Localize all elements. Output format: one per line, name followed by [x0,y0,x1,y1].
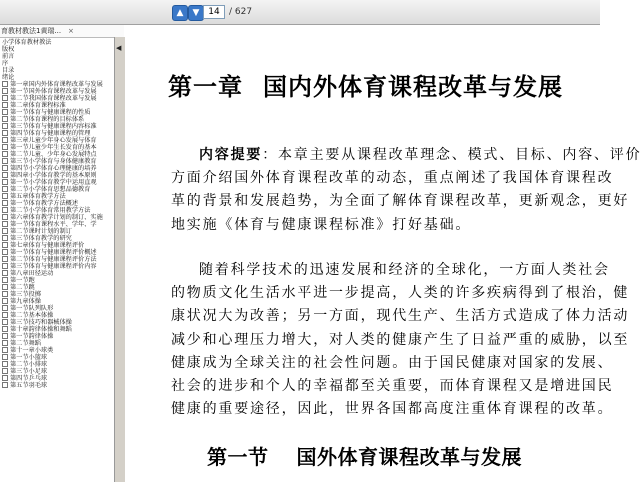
summary-line: 地实施《体育与健康课程标准》打好基础。 [171,216,472,233]
bookmark-label: 第四节乒乓球 [10,375,48,382]
expand-box-icon[interactable] [2,284,8,290]
bookmark-label: 第八章田径运动 [10,270,54,277]
section-label: 第一节 [207,445,269,469]
bookmark-item[interactable] [2,123,114,130]
expand-box-icon[interactable] [2,207,8,213]
bookmark-label: 第一节韵律体操 [10,333,54,340]
bookmark-item[interactable] [2,109,114,116]
section-heading [207,441,522,470]
expand-box-icon[interactable] [2,193,8,199]
bookmark-item[interactable] [2,39,114,46]
expand-box-icon[interactable] [2,305,8,311]
bookmark-label: 第三节小学体育与身体健康教育 [10,158,97,165]
bookmark-label: 第二节小学体育思想品德教育 [10,186,91,193]
bookmark-item[interactable] [2,235,114,242]
bookmark-item[interactable] [2,382,114,389]
bookmark-item[interactable] [2,74,114,81]
expand-box-icon[interactable] [2,123,8,129]
expand-box-icon[interactable] [2,200,8,206]
expand-box-icon[interactable] [2,228,8,234]
bookmark-label: 第五节羽毛球 [10,382,48,389]
bookmark-item[interactable] [2,186,114,193]
bookmark-item[interactable] [2,151,114,158]
bookmark-item[interactable] [2,256,114,263]
expand-box-icon[interactable] [2,263,8,269]
bookmark-label: 第二节体育与健康课程评价方法 [10,256,97,263]
bookmark-label: 第九章体操 [10,298,41,305]
expand-box-icon[interactable] [2,333,8,339]
bookmark-item[interactable] [2,67,114,74]
document-page [125,37,641,482]
bookmark-item[interactable] [2,81,114,88]
expand-box-icon[interactable] [2,354,8,360]
bookmark-item[interactable] [2,46,114,53]
chapter-title: 国内外体育课程改革与发展 [263,72,563,101]
bookmark-item[interactable] [2,249,114,256]
bookmark-label: 第一节国外体育课程改革与发展 [10,88,97,95]
bookmark-item[interactable] [2,53,114,60]
bookmark-item[interactable] [2,347,114,354]
bookmark-label: 小学体育教材教法 [2,39,52,46]
chapter-heading [168,67,563,102]
expand-box-icon[interactable] [2,326,8,332]
arrow-down-icon[interactable]: ▼ [188,5,204,21]
body-line: 健康的重要途径，因此，世界各国都高度注重体育课程的改革。 [171,401,614,418]
bookmark-item[interactable] [2,312,114,319]
bookmark-label: 第七章体育与健康课程评价 [10,242,85,249]
bookmark-item[interactable] [2,368,114,375]
expand-box-icon[interactable] [2,249,8,255]
bookmark-label: 第二节跳 [10,284,35,291]
summary-line: 方面介绍国外体育课程改革的动态，重点阐述了我国体育课程改 [171,170,614,187]
bookmark-label: 第一节体育与健康课程的性质 [10,109,91,116]
arrow-up-icon[interactable]: ▲ [172,5,188,21]
bookmark-label: 第一节体育教学方法概述 [10,200,79,207]
bookmark-label: 第一章国内外体育课程改革与发展 [10,81,103,88]
bookmark-item[interactable] [2,200,114,207]
bookmark-item[interactable] [2,207,114,214]
expand-box-icon[interactable] [2,158,8,164]
bookmark-label: 目录 [2,67,15,74]
expand-box-icon[interactable] [2,109,8,115]
bookmark-label: 第一节体育与健康课程评价概述 [10,249,97,256]
bookmark-item[interactable] [2,172,114,179]
bookmark-label: 第四章小学体育教学的基本原则 [10,172,97,179]
page-number-input[interactable] [203,5,225,19]
expand-box-icon[interactable] [2,291,8,297]
bookmark-label: 第一节小篮球 [10,354,48,361]
expand-box-icon[interactable] [2,172,8,178]
bookmark-label: 第二章体育课程标准 [10,102,66,109]
expand-box-icon[interactable] [2,382,8,388]
expand-box-icon[interactable] [2,130,8,136]
expand-box-icon[interactable] [2,277,8,283]
bookmark-item[interactable] [2,340,114,347]
expand-box-icon[interactable] [2,95,8,101]
body-line: 随着科学技术的迅速发展和经济的全球化，一方面人类社会 [199,262,610,278]
expand-box-icon[interactable] [2,312,8,318]
bookmark-item[interactable] [2,144,114,151]
bookmark-label: 第三节技巧和器械体操 [10,319,72,326]
body-paragraph [171,259,629,421]
expand-box-icon[interactable] [2,165,8,171]
bookmark-label: 第三节投掷 [10,291,41,298]
body-line: 健康成为全球关注的社会性问题。由于国民健康对国家的发展、 [171,354,614,371]
expand-box-icon[interactable] [2,144,8,150]
bookmark-label: 第三节小足球 [10,368,48,375]
bookmark-label: 第二节我国体育课程改革与发展 [10,95,97,102]
bookmark-item[interactable] [2,102,114,109]
toolbar [0,0,600,25]
body-line: 的物质文化生活水平进一步提高，人类的许多疾病得到了根治，健 [171,285,630,302]
bookmark-item[interactable] [2,228,114,235]
bookmark-label: 第三节体育与健康课程内容标准 [10,123,97,130]
bookmark-item[interactable] [2,165,114,172]
body-line: 社会的进步和个人的幸福都至关重要，而体育课程又是增进国民 [171,378,614,395]
bookmark-label: 第三章儿童少年身心发展与体育 [10,137,97,144]
bookmark-label: 第十一章小球类 [10,347,54,354]
bookmark-label: 第一节队列队形 [10,305,54,312]
bookmark-label: 第一节小学体育教学中运用直观 [10,179,97,186]
bookmark-item[interactable] [2,361,114,368]
bookmark-label: 第二节基本体操 [10,312,54,319]
bookmark-item[interactable] [2,88,114,95]
expand-box-icon[interactable] [2,235,8,241]
expand-box-icon[interactable] [2,102,8,108]
expand-box-icon[interactable] [2,375,8,381]
expand-box-icon[interactable] [2,298,8,304]
bookmark-label: 第十章韵律体操和舞蹈 [10,326,72,333]
bookmark-label: 第一节儿童少年生长发育的基本 [10,144,97,151]
expand-box-icon[interactable] [2,151,8,157]
bookmark-item[interactable] [2,291,114,298]
bookmark-item[interactable] [2,179,114,186]
bookmark-label: 第二节小学体育常用教学方法 [10,207,91,214]
expand-box-icon[interactable] [2,347,8,353]
bookmark-label: 第六章体育教学计划的制订、实施 [10,214,103,221]
chapter-label: 第一章 [168,72,243,101]
expand-box-icon[interactable] [2,137,8,143]
expand-box-icon[interactable] [2,368,8,374]
expand-box-icon[interactable] [2,221,8,227]
bookmark-item[interactable] [2,326,114,333]
bookmark-item[interactable] [2,263,114,270]
body-line: 减少和心理压力增大，对人类的健康产生了日益严重的威胁，以至 [171,331,630,348]
expand-box-icon[interactable] [2,116,8,122]
bookmark-item[interactable] [2,60,114,67]
bookmark-label: 序 [2,60,9,67]
bookmark-label: 第一节跑 [10,277,35,284]
bookmark-item[interactable] [2,214,114,221]
expand-box-icon[interactable] [2,319,8,325]
expand-box-icon[interactable] [2,361,8,367]
bookmark-label: 第三节体育教学的研究 [10,235,72,242]
expand-box-icon[interactable] [2,256,8,262]
close-icon[interactable]: × [68,27,74,35]
expand-box-icon[interactable] [2,270,8,276]
bookmark-item[interactable] [2,137,114,144]
bookmark-item[interactable] [2,270,114,277]
expand-box-icon[interactable] [2,242,8,248]
section-title: 国外体育课程改革与发展 [296,445,522,469]
bookmark-item[interactable] [2,298,114,305]
bookmark-item[interactable] [2,305,114,312]
bookmark-item[interactable] [2,242,114,249]
bookmark-label: 绪论 [2,74,15,81]
bookmark-item[interactable] [2,130,114,137]
bookmark-item[interactable] [2,277,114,284]
summary-paragraph [171,144,641,237]
bookmark-label: 前言 [2,53,15,60]
expand-box-icon[interactable] [2,88,8,94]
panel-splitter[interactable] [114,37,125,482]
bookmark-item[interactable] [2,221,114,228]
bookmark-item[interactable] [2,319,114,326]
bookmark-item[interactable] [2,284,114,291]
document-tab[interactable]: 育教材教法1黄瑞... [1,27,62,35]
summary-line: 革的背景和发展趋势，为全面了解体育课程改革，更新观念，更好 [171,193,630,210]
bookmark-label: 第一节体育课程水平、学年、学 [10,221,97,228]
expand-box-icon[interactable] [2,81,8,87]
bookmark-item[interactable] [2,333,114,340]
bookmark-item[interactable] [2,95,114,102]
bookmark-label: 第二节课时计划的制订 [10,228,72,235]
expand-box-icon[interactable] [2,214,8,220]
bookmark-label: 第五章体育教学方法 [10,193,66,200]
expand-box-icon[interactable] [2,179,8,185]
bookmark-item[interactable] [2,116,114,123]
bookmark-item[interactable] [2,158,114,165]
summary-label: 内容提要 [199,147,263,163]
bookmark-item[interactable] [2,375,114,382]
bookmark-item[interactable] [2,193,114,200]
bookmark-label: 版权 [2,46,15,53]
bookmark-label: 第四节体育与健康课程的管理 [10,130,91,137]
bookmark-item[interactable] [2,354,114,361]
bookmark-label: 第二节体育课程的目标体系 [10,116,85,123]
triangle-left-icon[interactable]: ◀ [116,44,122,52]
body-line: 康状况大为改善；另一方面，现代生产、生活方式造成了体力活动 [171,308,630,325]
summary-line: ：本章主要从课程改革理念、模式、目标、内容、评价 [262,147,641,163]
bookmark-label: 第二节儿童、少年身心发展特点 [10,151,97,158]
bookmark-label: 第二节舞蹈 [10,340,41,347]
bookmark-tree [0,37,114,482]
bookmark-label: 第三节体育与健康课程评价内容 [10,263,97,270]
expand-box-icon[interactable] [2,340,8,346]
bookmark-label: 第二节小排球 [10,361,48,368]
page-total: / 627 [229,7,253,17]
bookmark-label: 第四节小学体育心理健康的培养 [10,165,97,172]
expand-box-icon[interactable] [2,186,8,192]
